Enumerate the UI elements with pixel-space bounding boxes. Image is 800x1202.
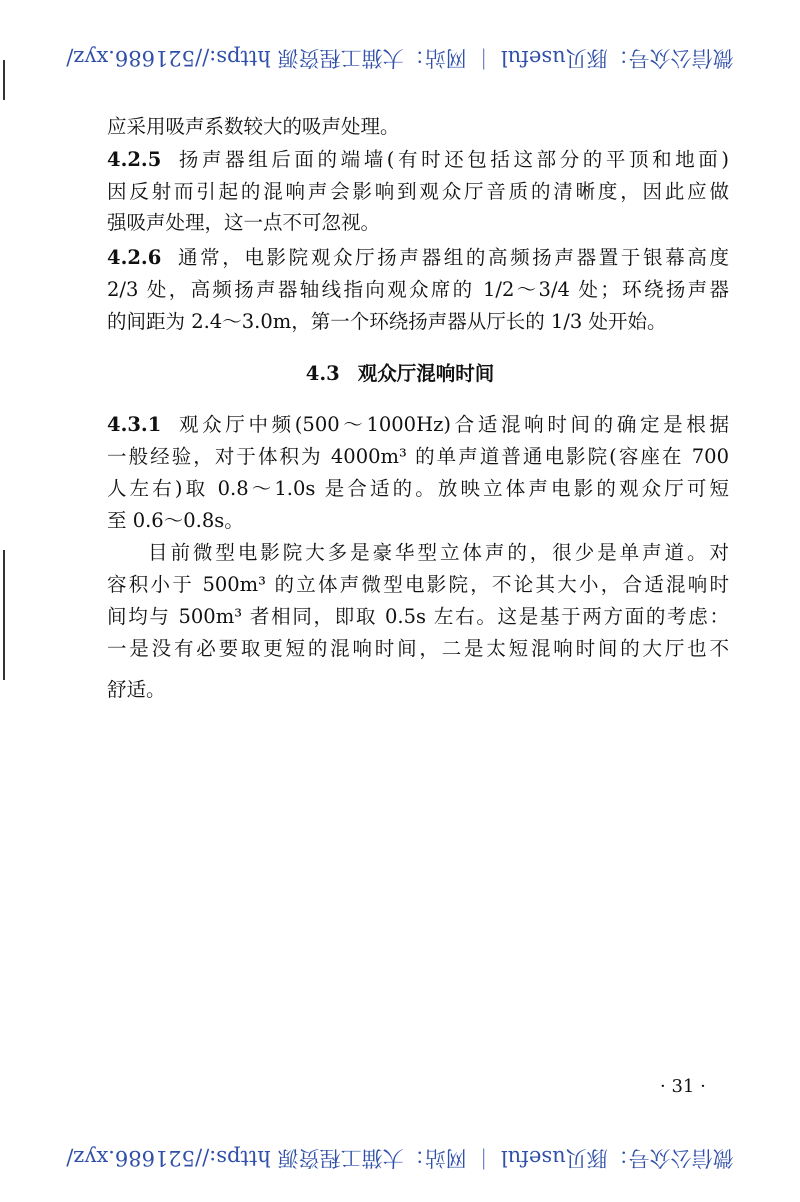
text: 通常，电影院观众厅扬声器组的高频扬声器置于银幕高度 [175,246,729,269]
paragraph-line: 目前微型电影院大多是豪华型立体声的，很少是单声道。对 [148,541,729,564]
paragraph-line: 容积小于 500m³ 的立体声微型电影院，不论其大小，合适混响时 [107,573,729,596]
paragraph-line: 应采用吸声系数较大的吸声处理。 [107,115,400,138]
section-4-2-6-line [107,243,729,273]
paragraph-line: 2/3 处，高频扬声器轴线指向观众席的 1/2～3/4 处；环绕扬声器 [107,278,729,301]
paragraph-line: 人左右)取 0.8～1.0s 是合适的。放映立体声电影的观众厅可短 [107,477,729,500]
section-4-3-1-line [107,410,729,440]
paragraph-line: 因反射而引起的混响声会影响到观众厅音质的清晰度，因此应做 [107,180,729,203]
section-4-2-5-line [107,145,729,175]
heading-title: 观众厅混响时间 [357,362,495,385]
paragraph-line: 强吸声处理，这一点不可忽视。 [107,211,381,234]
paragraph-line: 舒适。 [107,678,166,701]
paragraph-line: 间均与 500m³ 者相同，即取 0.5s 左右。这是基于两方面的考虑： [107,605,729,628]
section-number: 4.2.5 [107,148,162,171]
watermark-bottom: 微信公众号：豚贝useful ｜ 网站：大猫工程资源 https://521686.xyz/ [66,1146,734,1170]
section-number: 4.3.1 [107,413,162,436]
scan-edge [3,60,5,100]
section-heading [0,358,800,386]
heading-number: 4.3 [305,362,340,385]
paragraph-line: 一是没有必要取更短的混响时间，二是太短混响时间的大厅也不 [107,637,729,660]
text: 扬声器组后面的端墙(有时还包括这部分的平顶和地面) [175,148,729,171]
section-number: 4.2.6 [107,246,162,269]
page-number: · 31 · [660,1076,706,1097]
paragraph-line: 至 0.6～0.8s。 [107,509,244,532]
text: 观众厅中频(500～1000Hz)合适混响时间的确定是根据 [175,413,729,436]
paragraph-line: 的间距为 2.4～3.0m，第一个环绕扬声器从厅长的 1/3 处开始。 [107,310,667,333]
watermark-top: 微信公众号：豚贝useful ｜ 网站：大猫工程资源 https://521686.xyz/ [66,46,734,70]
paragraph-line: 一般经验，对于体积为 4000m³ 的单声道普通电影院(容座在 700 [107,445,729,468]
scan-edge [3,550,5,680]
